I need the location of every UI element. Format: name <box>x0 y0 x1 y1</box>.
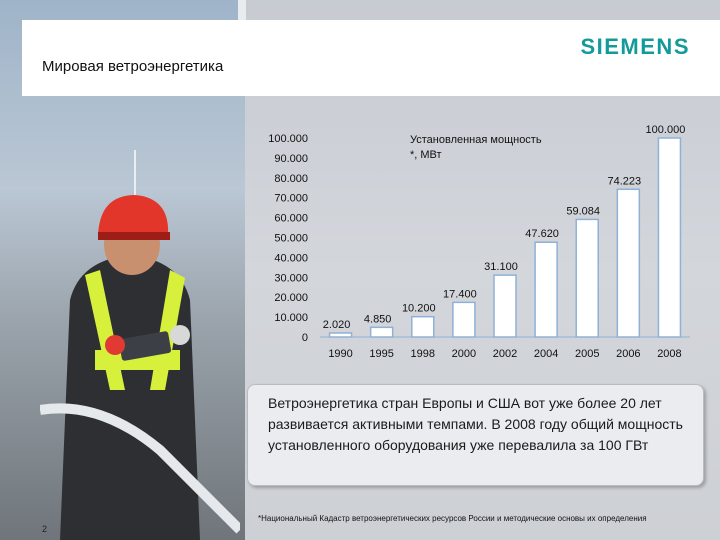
bar <box>576 219 598 337</box>
y-tick-label: 0 <box>301 332 308 344</box>
page-number: 2 <box>42 524 48 534</box>
x-tick-label: 2006 <box>616 348 641 360</box>
bar-value-label: 17.400 <box>443 288 477 301</box>
y-tick-label: 100.000 <box>268 133 308 145</box>
description-box <box>247 384 704 486</box>
bar-value-label: 10.200 <box>401 302 436 315</box>
description-text: Ветроэнергетика стран Европы и США вот уже более 20 лет развивается активными темпами. В 2008 году общий мощность установленного оборудования уже перевалила за 100 ГВт <box>268 395 683 453</box>
worker-illustration <box>40 150 240 540</box>
x-tick-label: 1995 <box>369 348 394 360</box>
brand-logo: SIEMENS <box>580 34 690 59</box>
bar <box>535 242 557 337</box>
y-tick-label: 80.000 <box>274 172 308 185</box>
x-tick-label: 2005 <box>574 348 600 360</box>
bar-chart <box>250 115 700 370</box>
x-tick-label: 2004 <box>533 348 559 360</box>
legend-label-unit: *, МВт <box>410 149 442 161</box>
bar-value-label: 2.020 <box>322 318 351 331</box>
x-tick-label: 2002 <box>492 348 518 360</box>
chart-area <box>250 115 700 370</box>
bar <box>617 189 639 337</box>
y-tick-label: 40.000 <box>274 252 308 265</box>
bar <box>494 275 516 337</box>
footnote: *Национальный Кадастр ветроэнергетических ресурсов России и методические основы их определения <box>258 514 647 523</box>
bar-value-label: 59.084 <box>566 205 601 218</box>
bar <box>412 317 434 337</box>
bar-value-label: 74.223 <box>607 175 642 188</box>
bar-value-label: 100.000 <box>645 124 686 136</box>
bar <box>330 333 352 337</box>
legend-label: Установленная мощность <box>410 134 542 146</box>
bar <box>658 138 680 337</box>
x-tick-label: 2008 <box>657 348 682 360</box>
slide-title: Мировая ветроэнергетика <box>42 58 224 75</box>
y-tick-label: 60.000 <box>274 212 308 225</box>
bar-value-label: 31.100 <box>484 261 518 274</box>
y-tick-label: 90.000 <box>274 152 308 165</box>
bar <box>453 302 475 337</box>
y-tick-label: 50.000 <box>274 232 308 245</box>
x-tick-label: 1998 <box>410 348 436 360</box>
x-tick-label: 1990 <box>328 348 353 360</box>
bar <box>371 327 393 337</box>
y-tick-label: 30.000 <box>274 272 308 285</box>
bar-value-label: 47.620 <box>525 228 559 241</box>
y-tick-label: 70.000 <box>274 192 308 205</box>
y-tick-label: 10.000 <box>274 312 308 325</box>
x-tick-label: 2000 <box>451 348 477 360</box>
y-tick-label: 20.000 <box>274 292 308 305</box>
bar-value-label: 4.850 <box>363 313 392 326</box>
